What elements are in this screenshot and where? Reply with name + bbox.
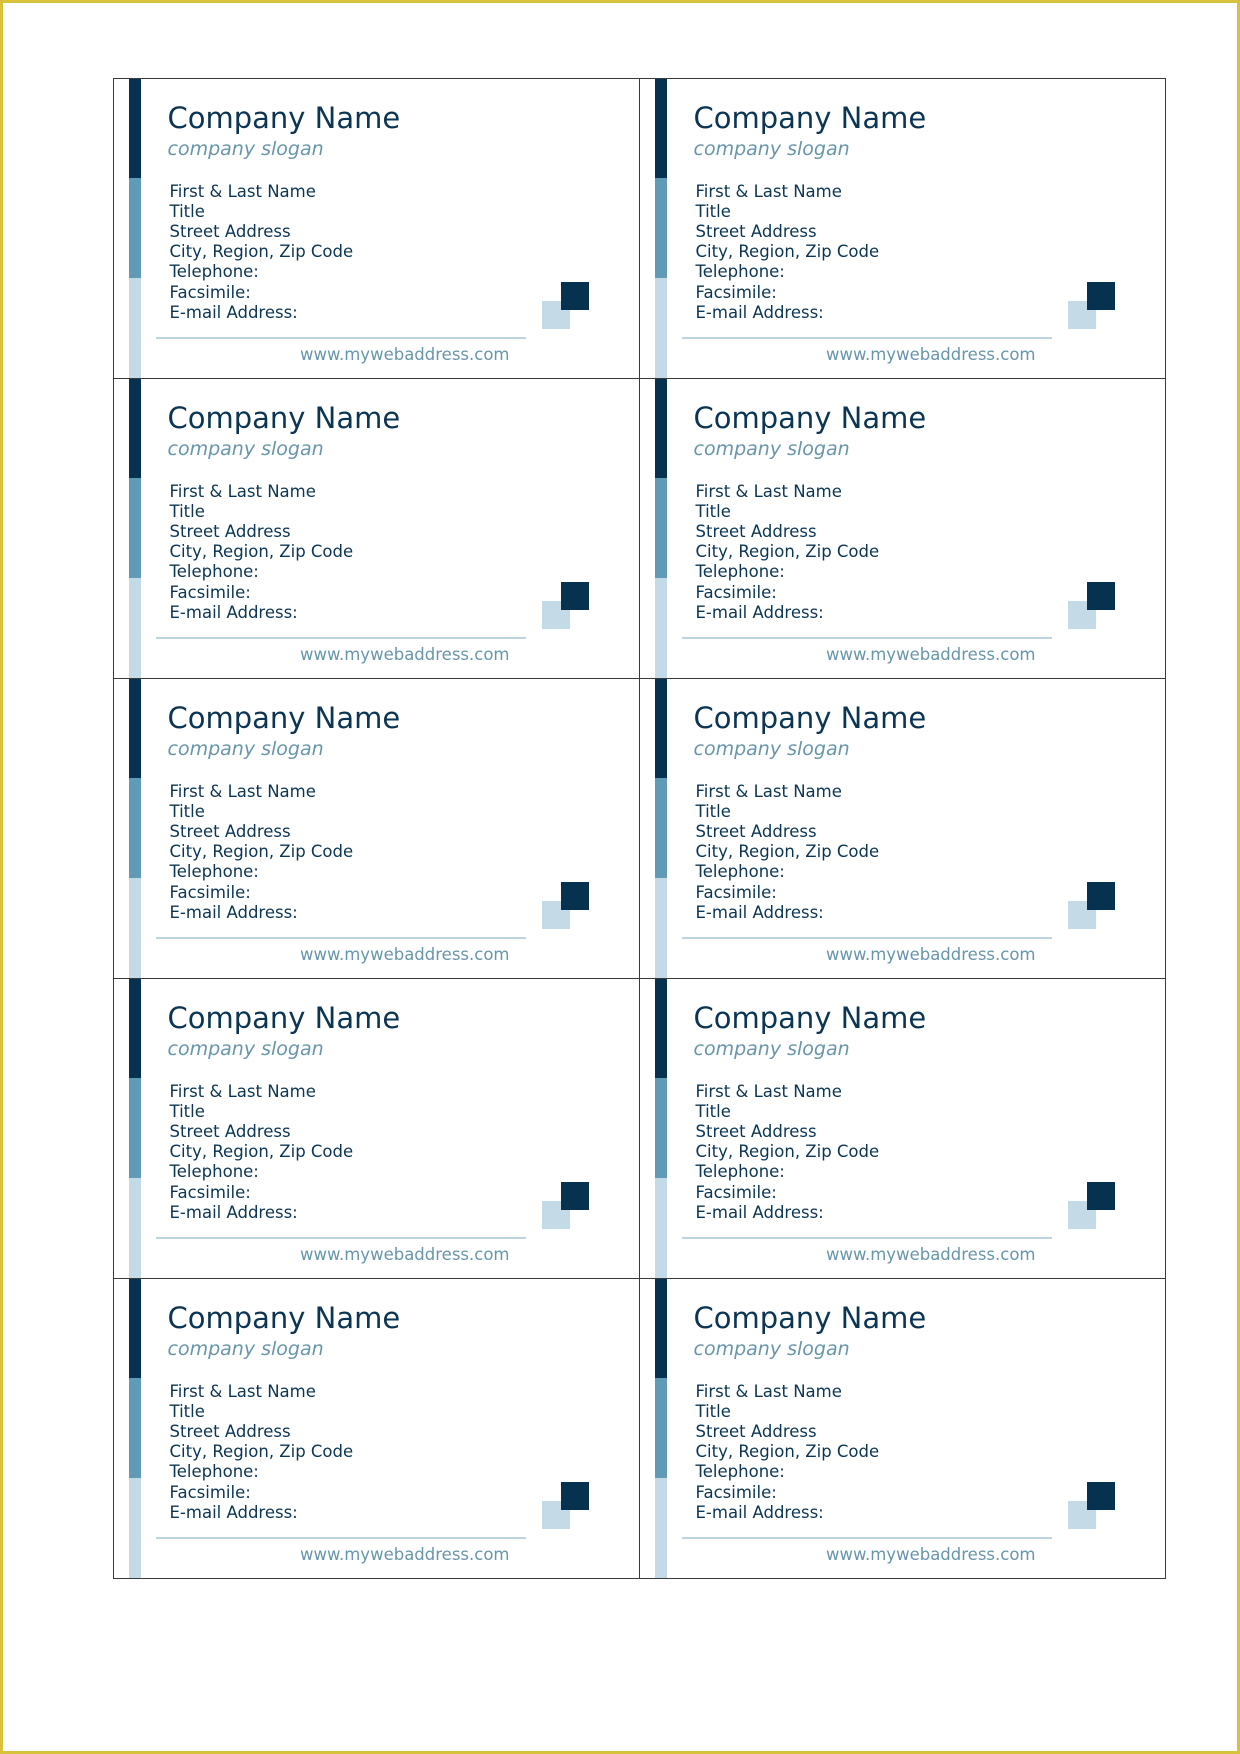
website-url: www.mywebaddress.com	[826, 1544, 1036, 1564]
business-card-sheet	[113, 78, 1165, 1578]
contact-name: First & Last Name	[695, 1081, 842, 1101]
telephone-label: Telephone:	[169, 862, 259, 882]
facsimile-label: Facsimile:	[169, 282, 251, 302]
business-card	[113, 1278, 640, 1579]
company-slogan: company slogan	[167, 437, 324, 460]
company-name: Company Name	[167, 700, 401, 735]
street-address: Street Address	[695, 521, 817, 541]
email-label: E-mail Address:	[169, 902, 298, 922]
email-label: E-mail Address:	[169, 1502, 298, 1522]
squares-logo-icon	[542, 282, 590, 330]
squares-logo-icon	[1068, 582, 1116, 630]
contact-title: Title	[695, 801, 731, 821]
contact-name: First & Last Name	[695, 181, 842, 201]
squares-logo-icon	[1068, 882, 1116, 930]
squares-logo-icon	[542, 1482, 590, 1530]
company-name: Company Name	[693, 700, 927, 735]
business-card	[113, 378, 640, 679]
website-url: www.mywebaddress.com	[300, 1544, 510, 1564]
contact-name: First & Last Name	[169, 1081, 316, 1101]
company-name: Company Name	[693, 1300, 927, 1335]
street-address: Street Address	[695, 821, 817, 841]
divider-line	[682, 337, 1052, 339]
telephone-label: Telephone:	[695, 1462, 785, 1482]
squares-logo-icon	[1068, 1182, 1116, 1230]
email-label: E-mail Address:	[169, 602, 298, 622]
email-label: E-mail Address:	[695, 302, 824, 322]
divider-line	[156, 337, 526, 339]
company-slogan: company slogan	[167, 137, 324, 160]
business-card	[113, 678, 640, 979]
divider-line	[156, 1537, 526, 1539]
city-region-zip: City, Region, Zip Code	[695, 542, 880, 562]
squares-logo-icon	[1068, 1482, 1116, 1530]
telephone-label: Telephone:	[695, 862, 785, 882]
contact-name: First & Last Name	[695, 1381, 842, 1401]
company-name: Company Name	[167, 1300, 401, 1335]
company-name: Company Name	[693, 1000, 927, 1035]
contact-name: First & Last Name	[169, 181, 316, 201]
contact-details	[696, 1382, 880, 1523]
divider-line	[156, 937, 526, 939]
email-label: E-mail Address:	[695, 902, 824, 922]
business-card	[113, 78, 640, 379]
contact-title: Title	[169, 1101, 205, 1121]
email-label: E-mail Address:	[695, 602, 824, 622]
contact-title: Title	[695, 1401, 731, 1421]
contact-title: Title	[695, 201, 731, 221]
company-name: Company Name	[167, 400, 401, 435]
city-region-zip: City, Region, Zip Code	[169, 542, 354, 562]
accent-stripe	[129, 1279, 141, 1578]
facsimile-label: Facsimile:	[169, 1182, 251, 1202]
business-card	[639, 1278, 1166, 1579]
facsimile-label: Facsimile:	[169, 1482, 251, 1502]
company-slogan: company slogan	[693, 737, 850, 760]
street-address: Street Address	[169, 821, 291, 841]
telephone-label: Telephone:	[169, 1462, 259, 1482]
facsimile-label: Facsimile:	[695, 882, 777, 902]
contact-details	[170, 1082, 354, 1223]
contact-details	[170, 182, 354, 323]
city-region-zip: City, Region, Zip Code	[695, 242, 880, 262]
company-slogan: company slogan	[167, 1337, 324, 1360]
website-url: www.mywebaddress.com	[826, 1244, 1036, 1264]
street-address: Street Address	[695, 221, 817, 241]
facsimile-label: Facsimile:	[695, 582, 777, 602]
contact-title: Title	[169, 801, 205, 821]
website-url: www.mywebaddress.com	[300, 644, 510, 664]
company-name: Company Name	[167, 1000, 401, 1035]
accent-stripe	[655, 1279, 667, 1578]
accent-stripe	[129, 379, 141, 678]
squares-logo-icon	[542, 882, 590, 930]
company-slogan: company slogan	[693, 1337, 850, 1360]
company-name: Company Name	[167, 100, 401, 135]
city-region-zip: City, Region, Zip Code	[169, 1442, 354, 1462]
telephone-label: Telephone:	[169, 1162, 259, 1182]
website-url: www.mywebaddress.com	[300, 344, 510, 364]
company-slogan: company slogan	[167, 1037, 324, 1060]
facsimile-label: Facsimile:	[169, 582, 251, 602]
contact-name: First & Last Name	[169, 781, 316, 801]
telephone-label: Telephone:	[695, 1162, 785, 1182]
contact-name: First & Last Name	[169, 481, 316, 501]
contact-title: Title	[695, 1101, 731, 1121]
contact-name: First & Last Name	[169, 1381, 316, 1401]
business-card	[113, 978, 640, 1279]
contact-details	[170, 782, 354, 923]
facsimile-label: Facsimile:	[169, 882, 251, 902]
accent-stripe	[655, 379, 667, 678]
street-address: Street Address	[169, 1121, 291, 1141]
email-label: E-mail Address:	[695, 1502, 824, 1522]
company-slogan: company slogan	[693, 1037, 850, 1060]
divider-line	[156, 637, 526, 639]
accent-stripe	[655, 79, 667, 378]
city-region-zip: City, Region, Zip Code	[695, 1442, 880, 1462]
contact-details	[696, 1082, 880, 1223]
city-region-zip: City, Region, Zip Code	[169, 242, 354, 262]
contact-title: Title	[169, 1401, 205, 1421]
divider-line	[682, 1237, 1052, 1239]
divider-line	[682, 637, 1052, 639]
facsimile-label: Facsimile:	[695, 1482, 777, 1502]
company-slogan: company slogan	[693, 437, 850, 460]
contact-details	[170, 482, 354, 623]
contact-details	[170, 1382, 354, 1523]
business-card	[639, 678, 1166, 979]
website-url: www.mywebaddress.com	[300, 1244, 510, 1264]
accent-stripe	[129, 79, 141, 378]
city-region-zip: City, Region, Zip Code	[695, 1142, 880, 1162]
accent-stripe	[129, 679, 141, 978]
street-address: Street Address	[695, 1121, 817, 1141]
website-url: www.mywebaddress.com	[826, 344, 1036, 364]
telephone-label: Telephone:	[169, 562, 259, 582]
divider-line	[682, 937, 1052, 939]
contact-title: Title	[169, 501, 205, 521]
street-address: Street Address	[695, 1421, 817, 1441]
company-slogan: company slogan	[693, 137, 850, 160]
telephone-label: Telephone:	[169, 262, 259, 282]
squares-logo-icon	[1068, 282, 1116, 330]
facsimile-label: Facsimile:	[695, 282, 777, 302]
city-region-zip: City, Region, Zip Code	[169, 1142, 354, 1162]
contact-title: Title	[169, 201, 205, 221]
company-name: Company Name	[693, 400, 927, 435]
street-address: Street Address	[169, 221, 291, 241]
facsimile-label: Facsimile:	[695, 1182, 777, 1202]
accent-stripe	[655, 979, 667, 1278]
city-region-zip: City, Region, Zip Code	[695, 842, 880, 862]
contact-name: First & Last Name	[695, 781, 842, 801]
accent-stripe	[129, 979, 141, 1278]
squares-logo-icon	[542, 1182, 590, 1230]
divider-line	[682, 1537, 1052, 1539]
contact-details	[696, 482, 880, 623]
company-slogan: company slogan	[167, 737, 324, 760]
contact-details	[696, 182, 880, 323]
business-card	[639, 378, 1166, 679]
email-label: E-mail Address:	[169, 1202, 298, 1222]
email-label: E-mail Address:	[169, 302, 298, 322]
company-name: Company Name	[693, 100, 927, 135]
contact-details	[696, 782, 880, 923]
contact-title: Title	[695, 501, 731, 521]
street-address: Street Address	[169, 521, 291, 541]
email-label: E-mail Address:	[695, 1202, 824, 1222]
telephone-label: Telephone:	[695, 262, 785, 282]
street-address: Street Address	[169, 1421, 291, 1441]
accent-stripe	[655, 679, 667, 978]
telephone-label: Telephone:	[695, 562, 785, 582]
website-url: www.mywebaddress.com	[826, 944, 1036, 964]
contact-name: First & Last Name	[695, 481, 842, 501]
divider-line	[156, 1237, 526, 1239]
website-url: www.mywebaddress.com	[826, 644, 1036, 664]
city-region-zip: City, Region, Zip Code	[169, 842, 354, 862]
squares-logo-icon	[542, 582, 590, 630]
business-card	[639, 978, 1166, 1279]
website-url: www.mywebaddress.com	[300, 944, 510, 964]
business-card	[639, 78, 1166, 379]
